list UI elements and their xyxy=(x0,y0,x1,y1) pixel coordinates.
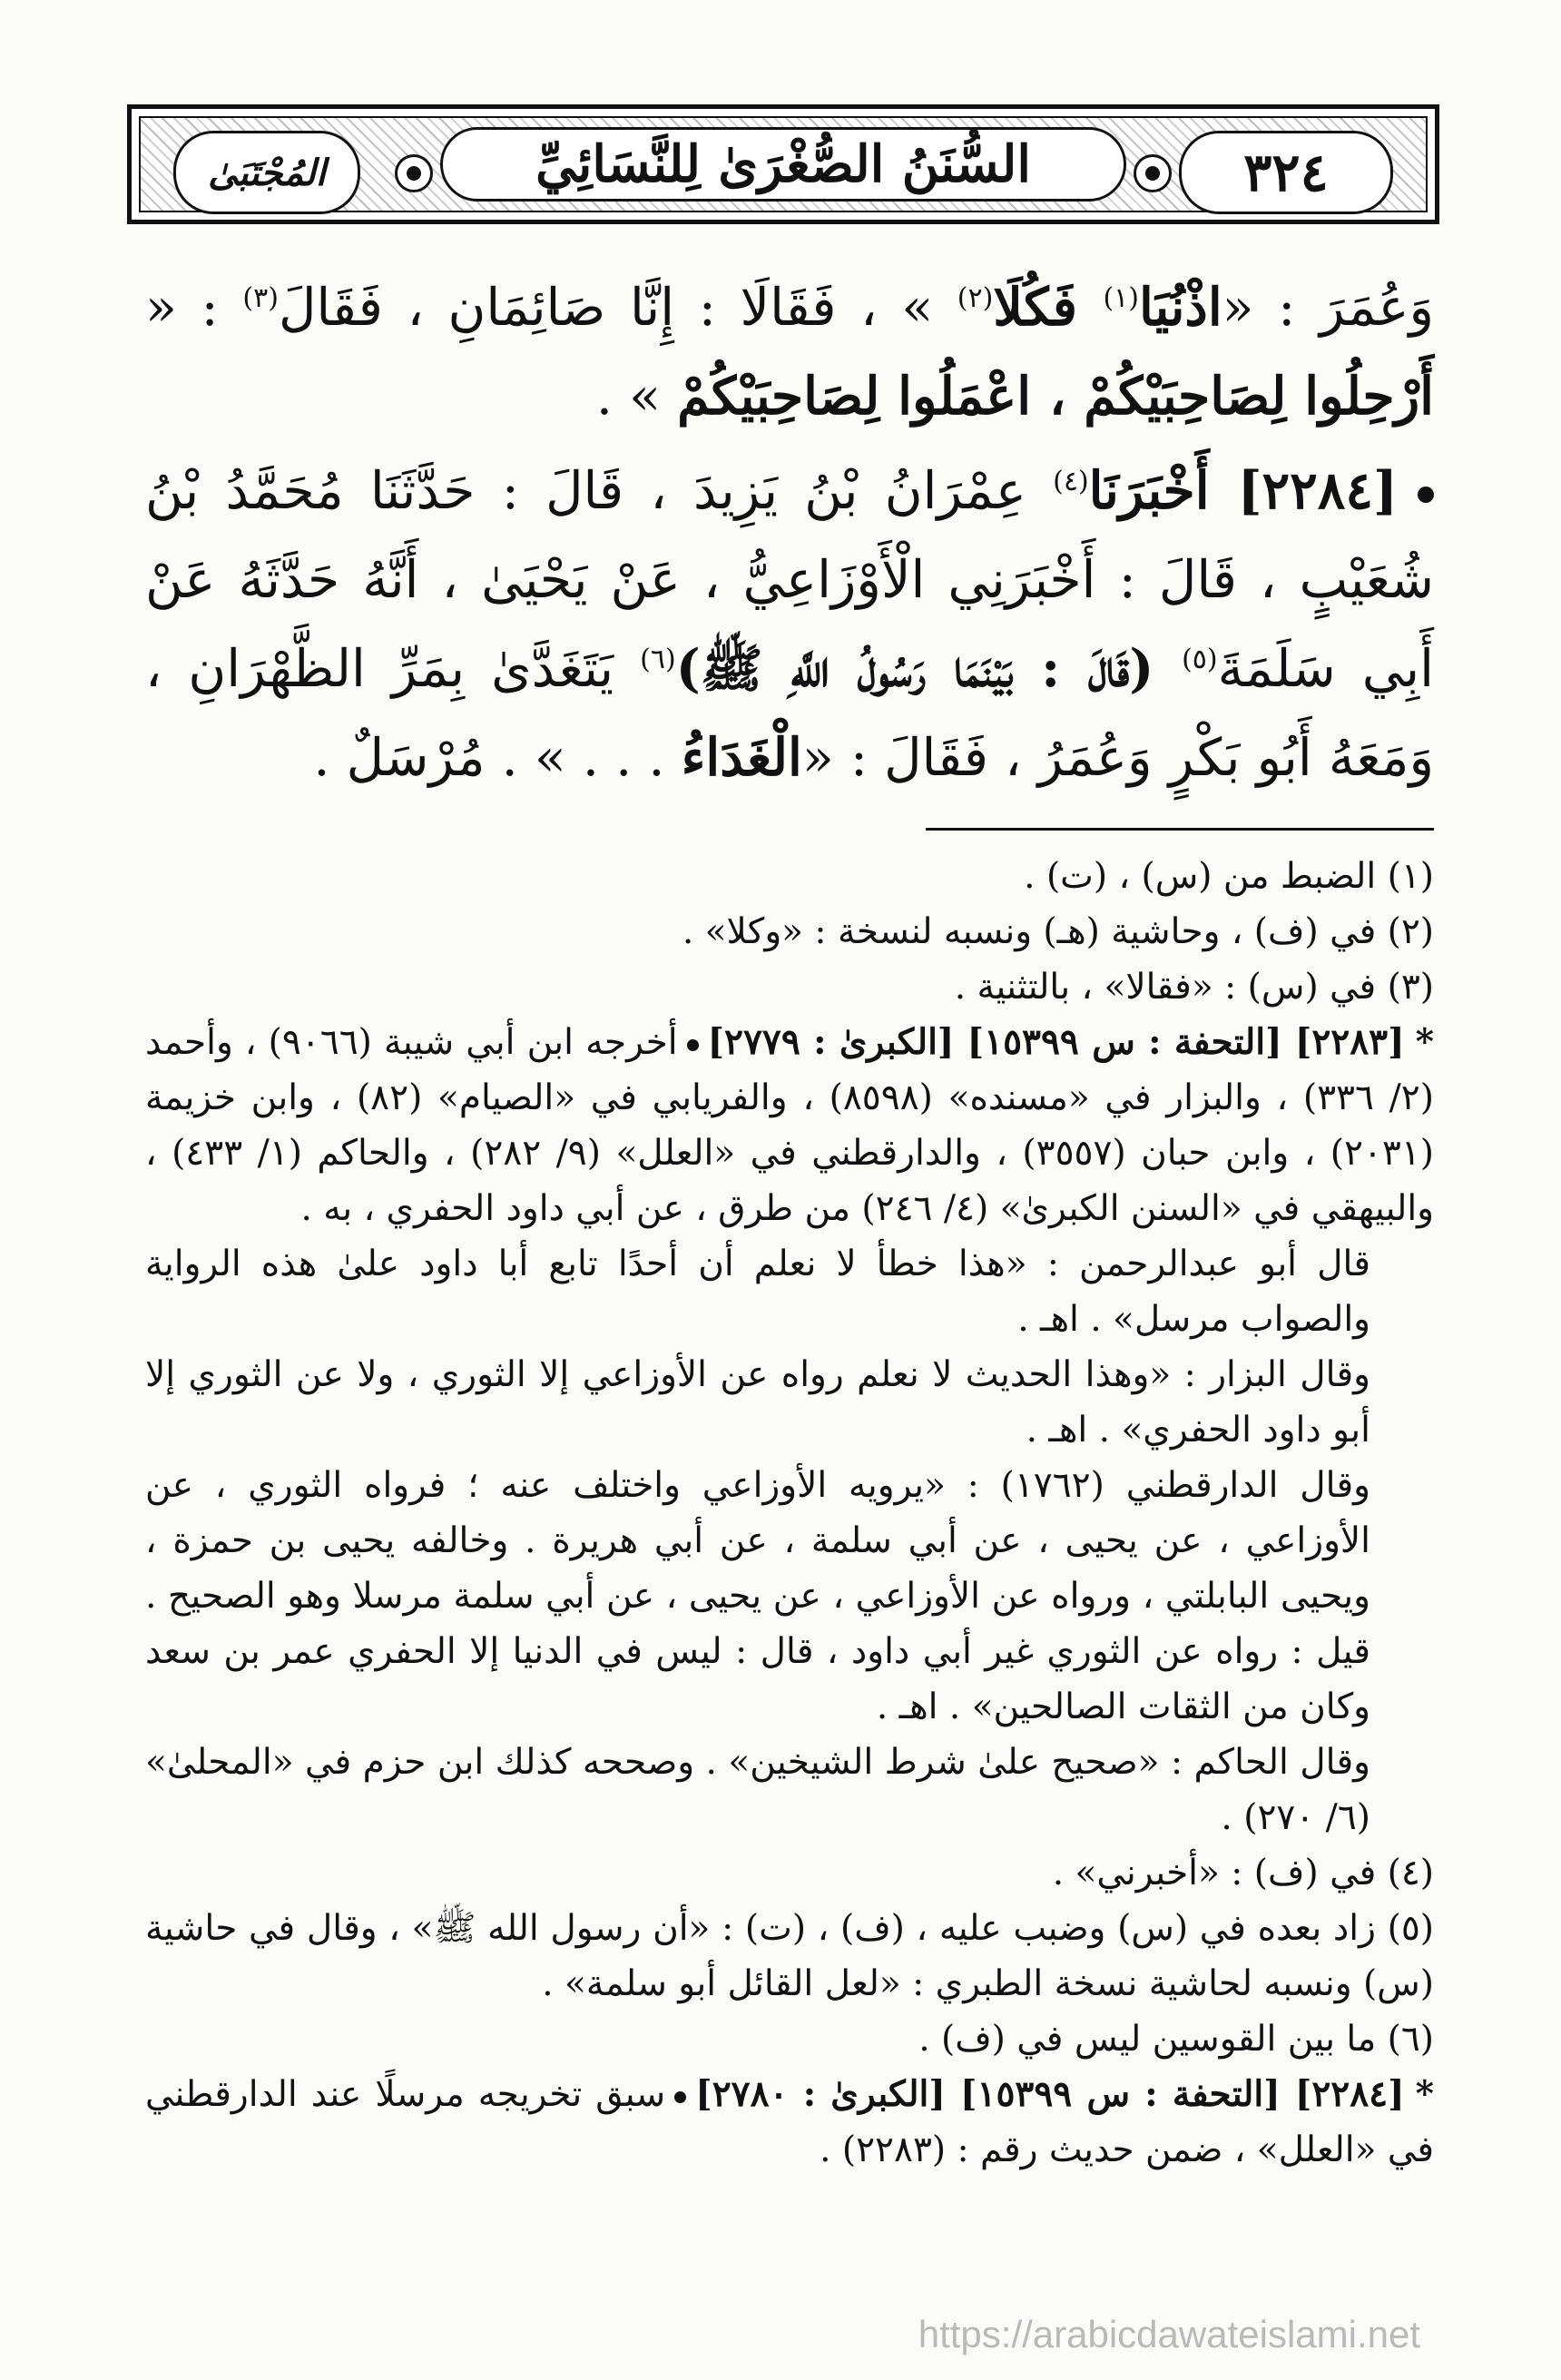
quote-hakim: وقال الحاكم : «صحيح علىٰ شرط الشيخين» . وصححه كذلك ابن حزم في «المحلىٰ» (٦/ ٢٧٠) . xyxy=(145,1742,1370,1838)
asterisk-icon: * xyxy=(1415,1021,1434,1063)
footnote-4: (٤) في (ف) : «أخبرني» . xyxy=(1052,1853,1434,1893)
footnote-ref: (١) xyxy=(1103,282,1139,314)
takhrij-body: سبق تخريجه مرسلًا عند الدارقطني في «العلل» ، ضمن حديث رقم : (٢٢٨٣) . xyxy=(145,2074,1434,2170)
page-number-cartouche xyxy=(1179,131,1393,214)
footnote-ref: (٢) xyxy=(957,282,994,314)
quote-daraqutni: وقال الدارقطني (١٧٦٢) : «يرويه الأوزاعي واختلف عنه ؛ فرواه الثوري ، عن الأوزاعي ، عن يحيى ، عن أبي سلمة ، عن أبي هريرة . وخالفه يحيى بن حمزة ، ويحيى البابلتي ، ورواه عن الأوزاعي ، عن يحيى ، عن أبي سلمة مرسلا وهو الصحيح . قيل : رواه عن الثوري غير أبي داود ، قال : ليس في الدنيا إلا الحفري عمر بن سعد وكان من الثقات الصالحين» . اهـ . xyxy=(145,1465,1370,1727)
ornament-icon xyxy=(1134,154,1172,192)
header-ornament-border xyxy=(139,116,1428,212)
footnote-separator xyxy=(926,828,1434,831)
takhrij-head: [٢٢٨٣] [التحفة : س ١٥٣٩٩] [الكبرىٰ : ٢٧٧٩] xyxy=(707,1021,1405,1063)
bullet-icon xyxy=(687,1039,699,1051)
quote-word: اذْنُيَا xyxy=(1139,277,1222,338)
emblem-cartouche xyxy=(173,131,360,214)
bullet-icon xyxy=(674,2091,686,2103)
footnote-6: (٦) ما بين القوسين ليس في (ف) . xyxy=(918,2019,1434,2060)
takhrij-body: أخرجه ابن أبي شيبة (٩٠٦٦) ، وأحمد (٢/ ٣٣٦) ، والبزار في «مسنده» (٨٥٩٨) ، والفريابي في «الصيام» (٨٢) ، وابن خزيمة (٢٠٣١) ، وابن حبان (٣٥٥٧) ، والدارقطني في «العلل» (٩/ ٢٨٢) ، والحاكم (١/ ٤٣٣) ، والبيهقي في «السنن الكبرىٰ» (٤/ ٢٤٦) من طرق ، عن أبي داود الحفري ، به . xyxy=(145,1022,1435,1229)
ornament-icon xyxy=(395,154,433,192)
footnote-ref: (٥) xyxy=(1182,644,1218,675)
quote-abu-abdurrahman: قال أبو عبدالرحمن : «هذا خطأ لا نعلم أن أحدًا تابع أبا داود علىٰ هذه الرواية والصواب مرسل» . اهـ . xyxy=(145,1244,1370,1340)
page-number: ٣٢٤ xyxy=(1243,142,1329,203)
hadith-2284: [٢٢٨٤] أَخْبَرَنَا$^{(٤)}$ عِمْرَانُ بْنُ يَزِيدَ ، قَالَ : حَدَّثَنَا مُحَمَّدُ بْنُ شُعَيْبٍ ، قَالَ : أَخْبَرَنِي الْأَوْزَاعِيُّ ، عَنْ يَحْيَىٰ ، أَنَّهُ حَدَّثَهُ عَنْ أَبِي سَلَمَةَ$^{(٥)}$ (قَالَ : بَيْنَمَا رَسُولُ اللَّهِ ﷺ)$^{(٦)}$ يَتَغَدَّىٰ بِمَرِّ الظَّهْرَانِ ، وَمَعَهُ أَبُو بَكْرٍ وَعُمَرُ ، فَقَالَ : «الْغَدَاءُ . . . » . مُرْسَلٌ . xyxy=(145,460,1434,788)
footnote-ref: (٤) xyxy=(1053,466,1089,497)
hadith-number: [٢٢٨٤] xyxy=(1237,460,1398,521)
footnote-ref: (٦) xyxy=(640,644,676,675)
emblem-text: المُجْتَبَىٰ xyxy=(208,151,326,194)
footnotes xyxy=(145,849,1434,2178)
footnote-1: (١) الضبط من (س) ، (ت) . xyxy=(1024,856,1434,897)
footnote-ref: (٣) xyxy=(242,282,279,314)
title-cartouche xyxy=(440,127,1126,202)
book-title: السُّنَنُ الصُّغْرَىٰ لِلنَّسَائِيِّ xyxy=(535,134,1031,194)
watermark-url: https://arabicdawateislami.net xyxy=(918,2313,1420,2355)
hadith-continuation: وَعُمَرَ : «اذْنُيَا$^{(١)}$ فَكُلَا$^{(٢)}$ » ، فَقَالَا : إِنَّا صَائِمَانِ ، فَقَالَ$^{(٣)}$ : « أَرْحِلُوا لِصَاحِبَيْكُمْ ، اعْمَلُوا لِصَاحِبَيْكُمْ » . xyxy=(145,277,1434,427)
bullet-icon xyxy=(1418,487,1434,503)
footnote-3: (٣) في (س) : «فقالا» ، بالتثنية . xyxy=(954,967,1434,1008)
takhrij-head: [٢٢٨٤] [التحفة : س ١٥٣٩٩] [الكبرىٰ : ٢٧٨٠] xyxy=(695,2073,1405,2115)
takhrij-2284 xyxy=(145,2067,1434,2178)
takhrij-2283 xyxy=(145,1015,1434,1236)
quote-bazzar: وقال البزار : «وهذا الحديث لا نعلم رواه عن الأوزاعي إلا الثوري ، ولا عن الثوري إلا أبو داود الحفري» . اهـ . xyxy=(145,1354,1370,1451)
page-header xyxy=(127,104,1439,224)
main-text xyxy=(145,263,1434,802)
footnote-5: (٥) زاد بعده في (س) وضبب عليه ، (ف) ، (ت) : «أن رسول الله ﷺ» ، وقال في حاشية (س) ونسبه لحاشية نسخة الطبري : «لعل القائل أبو سلمة» . xyxy=(145,1908,1434,2004)
footnote-2: (٢) في (ف) ، وحاشية (هـ) ونسبه لنسخة : «وكلا» . xyxy=(682,911,1434,952)
asterisk-icon: * xyxy=(1415,2073,1434,2115)
